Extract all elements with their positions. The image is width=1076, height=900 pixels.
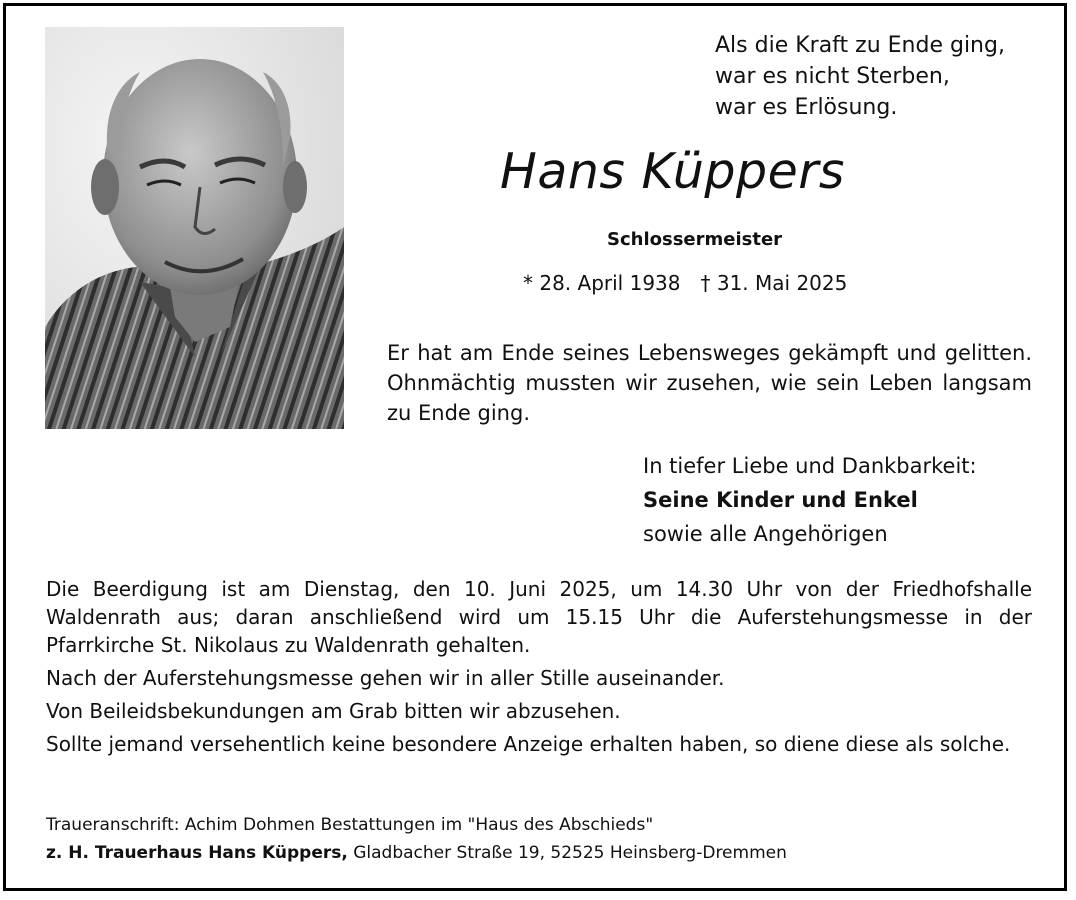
life-dates xyxy=(523,271,847,295)
signature-line-3: sowie alle Angehörigen xyxy=(643,522,888,546)
portrait-photo xyxy=(45,27,344,429)
signature-line-1: In tiefer Liebe und Dankbarkeit: xyxy=(643,454,977,478)
motto-line-2: war es nicht Sterben, xyxy=(715,64,950,89)
announcement-paragraph: Sollte jemand versehentlich keine besondere Anzeige erhalten haben, so diene diese als solche. xyxy=(46,732,1011,756)
funeral-announcements xyxy=(46,575,1032,763)
mourning-address xyxy=(46,811,787,867)
address-street: Gladbacher Straße 19, 52525 Heinsberg-Dremmen xyxy=(347,843,787,863)
announcement-paragraph: Die Beerdigung ist am Dienstag, den 10. Juni 2025, um 14.30 Uhr von der Friedhofshalle Waldenrath aus; daran anschließend wird um 15.15 Uhr die Auferstehungsmesse in der Pfarrkirche St. Nikolaus zu Waldenrath gehalten. xyxy=(46,577,1032,657)
motto-line-1: Als die Kraft zu Ende ging, xyxy=(715,33,1005,58)
deceased-profession: Schlossermeister xyxy=(607,229,783,250)
address-line-2 xyxy=(46,839,787,867)
announcement-paragraph: Nach der Auferstehungsmesse gehen wir in aller Stille auseinander. xyxy=(46,666,725,690)
death-date: † 31. Mai 2025 xyxy=(700,271,848,295)
motto-line-3: war es Erlösung. xyxy=(715,95,898,120)
signature-line-2: Seine Kinder und Enkel xyxy=(643,488,918,512)
family-signature xyxy=(643,449,977,551)
motto-verse xyxy=(715,30,1005,123)
intro-text: Er hat am Ende seines Lebensweges gekämpft und gelitten. Ohnmächtig mussten wir zusehen, wie sein Leben langsam zu Ende ging. xyxy=(387,341,1032,425)
announcement-paragraph: Von Beileidsbekundungen am Grab bitten wir abzusehen. xyxy=(46,699,621,723)
address-line-1: Traueranschrift: Achim Dohmen Bestattungen im "Haus des Abschieds" xyxy=(46,815,654,835)
address-recipient: z. H. Trauerhaus Hans Küppers, xyxy=(46,843,348,863)
deceased-name: Hans Küppers xyxy=(500,143,845,200)
birth-date: * 28. April 1938 xyxy=(523,271,681,295)
